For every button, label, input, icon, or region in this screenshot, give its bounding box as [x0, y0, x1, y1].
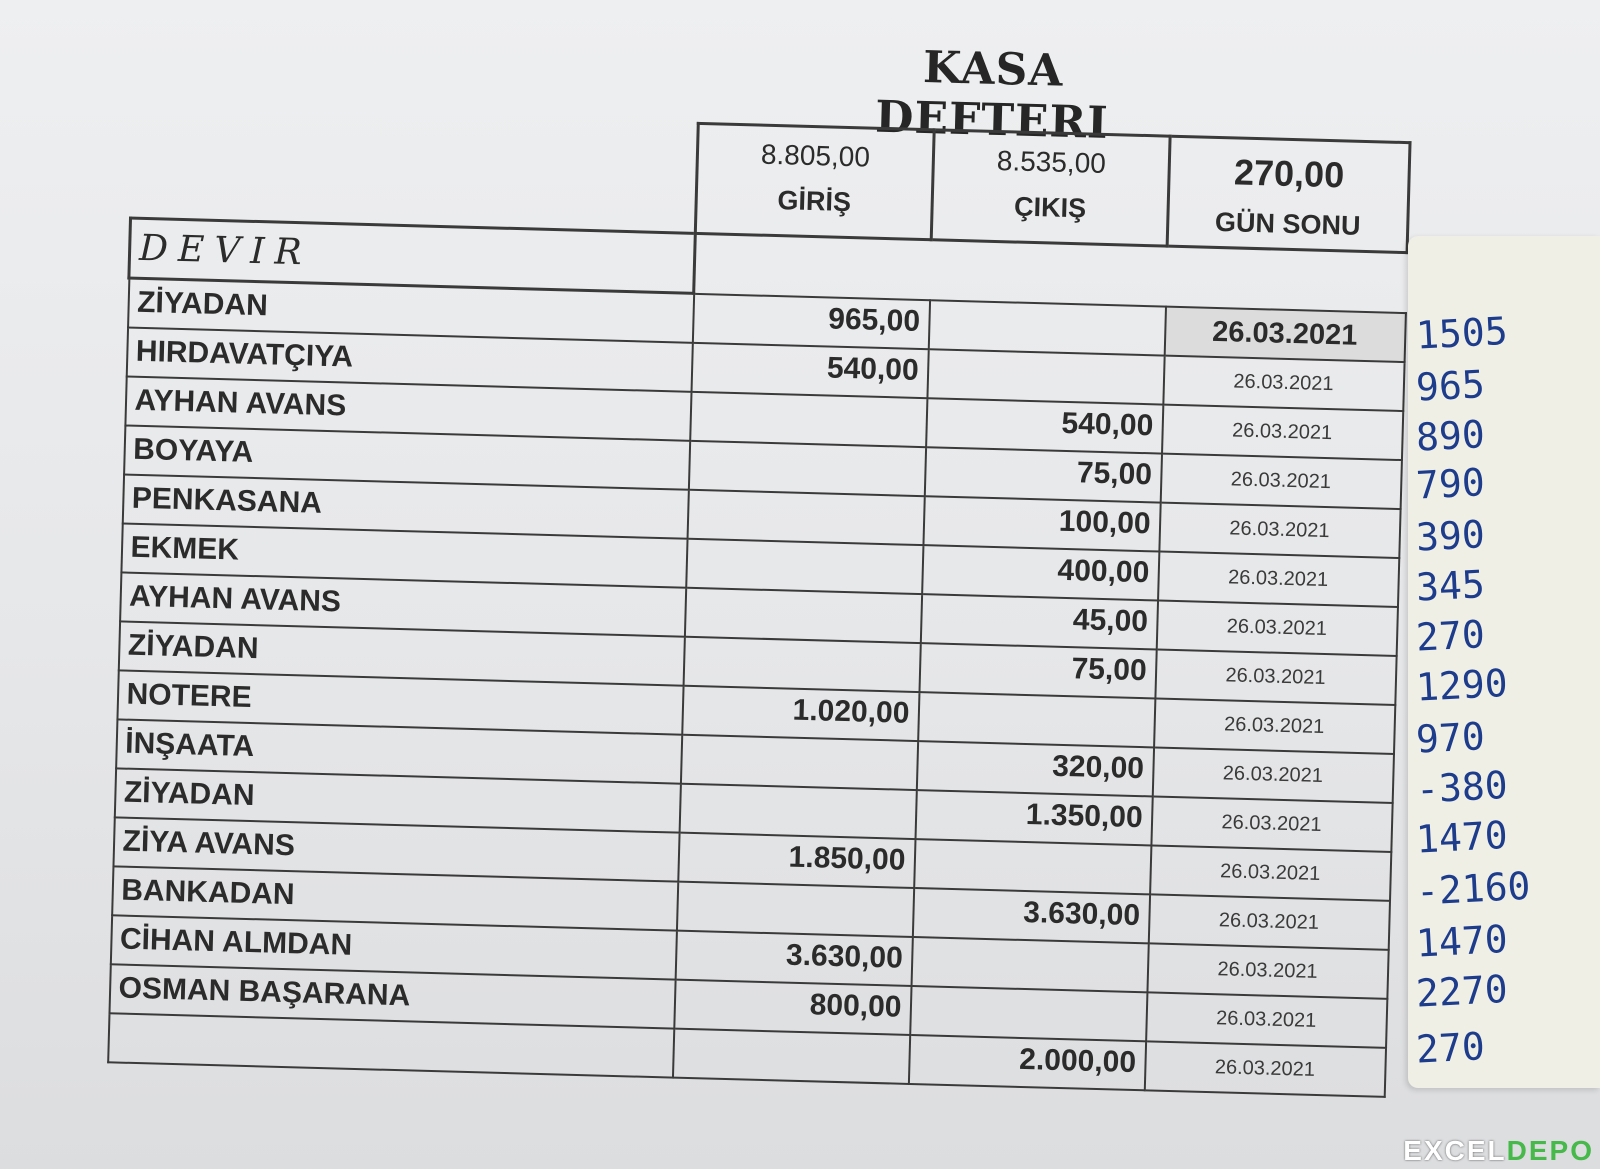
handwritten-balance: -2160 [1414, 863, 1532, 914]
row-date: 26.03.2021 [1155, 649, 1396, 704]
row-date: 26.03.2021 [1159, 502, 1400, 557]
row-name: EKMEK [121, 523, 687, 587]
row-cikis [918, 692, 1155, 747]
row-cikis [910, 985, 1147, 1040]
row-giris: 965,00 [692, 293, 929, 348]
watermark-part2: DEPO [1506, 1135, 1594, 1166]
giris-label: GİRİŞ [777, 185, 852, 218]
gun-sonu-header [1167, 136, 1410, 252]
row-cikis: 45,00 [920, 594, 1157, 649]
row-date: 26.03.2021 [1158, 551, 1399, 606]
handwritten-balance: 1470 [1414, 916, 1509, 966]
row-name: PENKASANA [122, 474, 688, 538]
row-date: 26.03.2021 [1154, 698, 1395, 753]
row-giris: 800,00 [674, 979, 911, 1034]
row-giris: 3.630,00 [675, 930, 912, 985]
handwritten-balance: 890 [1414, 412, 1486, 460]
row-name: ZİYA AVANS [113, 817, 679, 881]
ledger-table [106, 107, 1411, 1098]
row-date: 26.03.2021 [1163, 355, 1404, 410]
row-name: BANKADAN [112, 866, 678, 930]
cikis-label: ÇIKIŞ [1013, 191, 1087, 224]
row-date: 26.03.2021 [1146, 992, 1387, 1047]
row-date: 26.03.2021 [1144, 1041, 1385, 1096]
row-date: 26.03.2021 [1164, 306, 1405, 361]
row-giris: 1.020,00 [682, 685, 919, 740]
row-name: ZİYADAN [114, 768, 680, 832]
row-name: BOYAYA [124, 425, 690, 489]
row-name: OSMAN BAŞARANA [109, 964, 675, 1028]
row-cikis: 3.630,00 [912, 888, 1149, 943]
row-cikis: 400,00 [922, 545, 1159, 600]
watermark-part1: EXCEL [1403, 1135, 1507, 1166]
row-giris [684, 587, 921, 642]
giris-total: 8.805,00 [760, 138, 871, 173]
row-name: HIRDAVATÇIYA [126, 327, 692, 391]
row-name: İNŞAATA [116, 719, 682, 783]
row-date: 26.03.2021 [1150, 845, 1391, 900]
row-name: CİHAN ALMDAN [110, 915, 676, 979]
row-giris: 540,00 [691, 342, 928, 397]
row-name: NOTERE [117, 670, 683, 734]
giris-header [695, 123, 934, 239]
row-date: 26.03.2021 [1156, 600, 1397, 655]
row-cikis [927, 349, 1164, 404]
row-name: ZİYADAN [118, 621, 684, 685]
row-giris [687, 489, 924, 544]
cikis-header [931, 130, 1170, 246]
handwritten-balance: 2270 [1414, 966, 1509, 1016]
handwritten-balance: 270 [1414, 1024, 1486, 1072]
row-giris [672, 1028, 909, 1083]
ledger-title: KASA DEFTERI [874, 41, 1110, 149]
row-date: 26.03.2021 [1152, 747, 1393, 802]
row-cikis: 75,00 [919, 643, 1156, 698]
row-giris [679, 783, 916, 838]
gun-sonu-total: 270,00 [1233, 151, 1345, 196]
watermark-logo [1403, 1135, 1594, 1167]
handwritten-balance: 390 [1414, 512, 1486, 560]
row-cikis [911, 936, 1148, 991]
handwritten-balance: 1290 [1414, 660, 1509, 710]
row-giris [686, 538, 923, 593]
handwritten-balance: 1470 [1414, 812, 1509, 862]
row-date: 26.03.2021 [1160, 453, 1401, 508]
row-date: 26.03.2021 [1147, 943, 1388, 998]
row-date: 26.03.2021 [1148, 894, 1389, 949]
row-cikis [914, 839, 1151, 894]
row-cikis: 1.350,00 [915, 790, 1152, 845]
row-name: AYHAN AVANS [125, 376, 691, 440]
row-giris [676, 881, 913, 936]
handwritten-balance: -380 [1414, 762, 1509, 812]
row-cikis: 100,00 [923, 496, 1160, 551]
row-name: AYHAN AVANS [120, 572, 686, 636]
row-giris [688, 440, 925, 495]
row-cikis: 2.000,00 [908, 1034, 1145, 1089]
row-name: ZİYADAN [128, 278, 694, 342]
row-date: 26.03.2021 [1162, 404, 1403, 459]
row-giris [680, 734, 917, 789]
devir-label: DEVIR [129, 218, 695, 293]
row-cikis [928, 300, 1165, 355]
ledger-sheet [66, 12, 1474, 1109]
row-giris [683, 636, 920, 691]
handwritten-balance: 1505 [1414, 308, 1509, 358]
gun-sonu-label: GÜN SONU [1214, 206, 1361, 241]
handwritten-balance: 965 [1414, 362, 1486, 410]
row-giris: 1.850,00 [678, 832, 915, 887]
handwritten-balance: 970 [1414, 714, 1486, 762]
row-giris [690, 391, 927, 446]
handwritten-balance: 270 [1414, 612, 1486, 660]
row-cikis: 75,00 [924, 447, 1161, 502]
cikis-total: 8.535,00 [996, 144, 1107, 179]
handwritten-balance: 790 [1414, 460, 1486, 508]
handwritten-balance: 345 [1414, 562, 1486, 610]
row-cikis: 320,00 [916, 741, 1153, 796]
row-cikis: 540,00 [926, 398, 1163, 453]
row-date: 26.03.2021 [1151, 796, 1392, 851]
